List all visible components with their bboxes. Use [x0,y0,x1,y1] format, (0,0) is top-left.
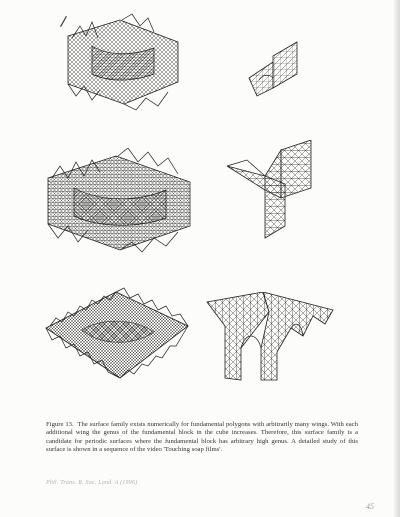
figure-caption-label: Figure 13. [46,420,74,428]
figure-genus-1-fundamental-block [245,40,305,100]
figure-genus-2-surface [44,148,194,254]
figure-genus-3-fundamental-block [205,292,340,384]
journal-footer: Phil. Trans. R. Soc. Lond. A (1996) [46,480,138,486]
figure-genus-3-surface [42,282,192,387]
figure-caption [46,421,358,455]
figure-genus-2-fundamental-block [225,140,315,242]
scan-edge-shadow [394,0,400,517]
page-number: 45 [366,502,374,511]
pencil-mark: / [59,13,68,31]
figure-caption-text: The surface family exists numerically for fundamental polygons with arbitrarily many wings. With each additional wing the genus of the fundamental block in the cube increases. Therefore, this surface family is a candidate for periodic surfaces where the fundamental block has arbitrary high genus. A detailed study of this surface is shown in a sequence of the video 'Touching soap films'. [46,420,358,454]
figure-genus-1-surface [62,12,184,112]
